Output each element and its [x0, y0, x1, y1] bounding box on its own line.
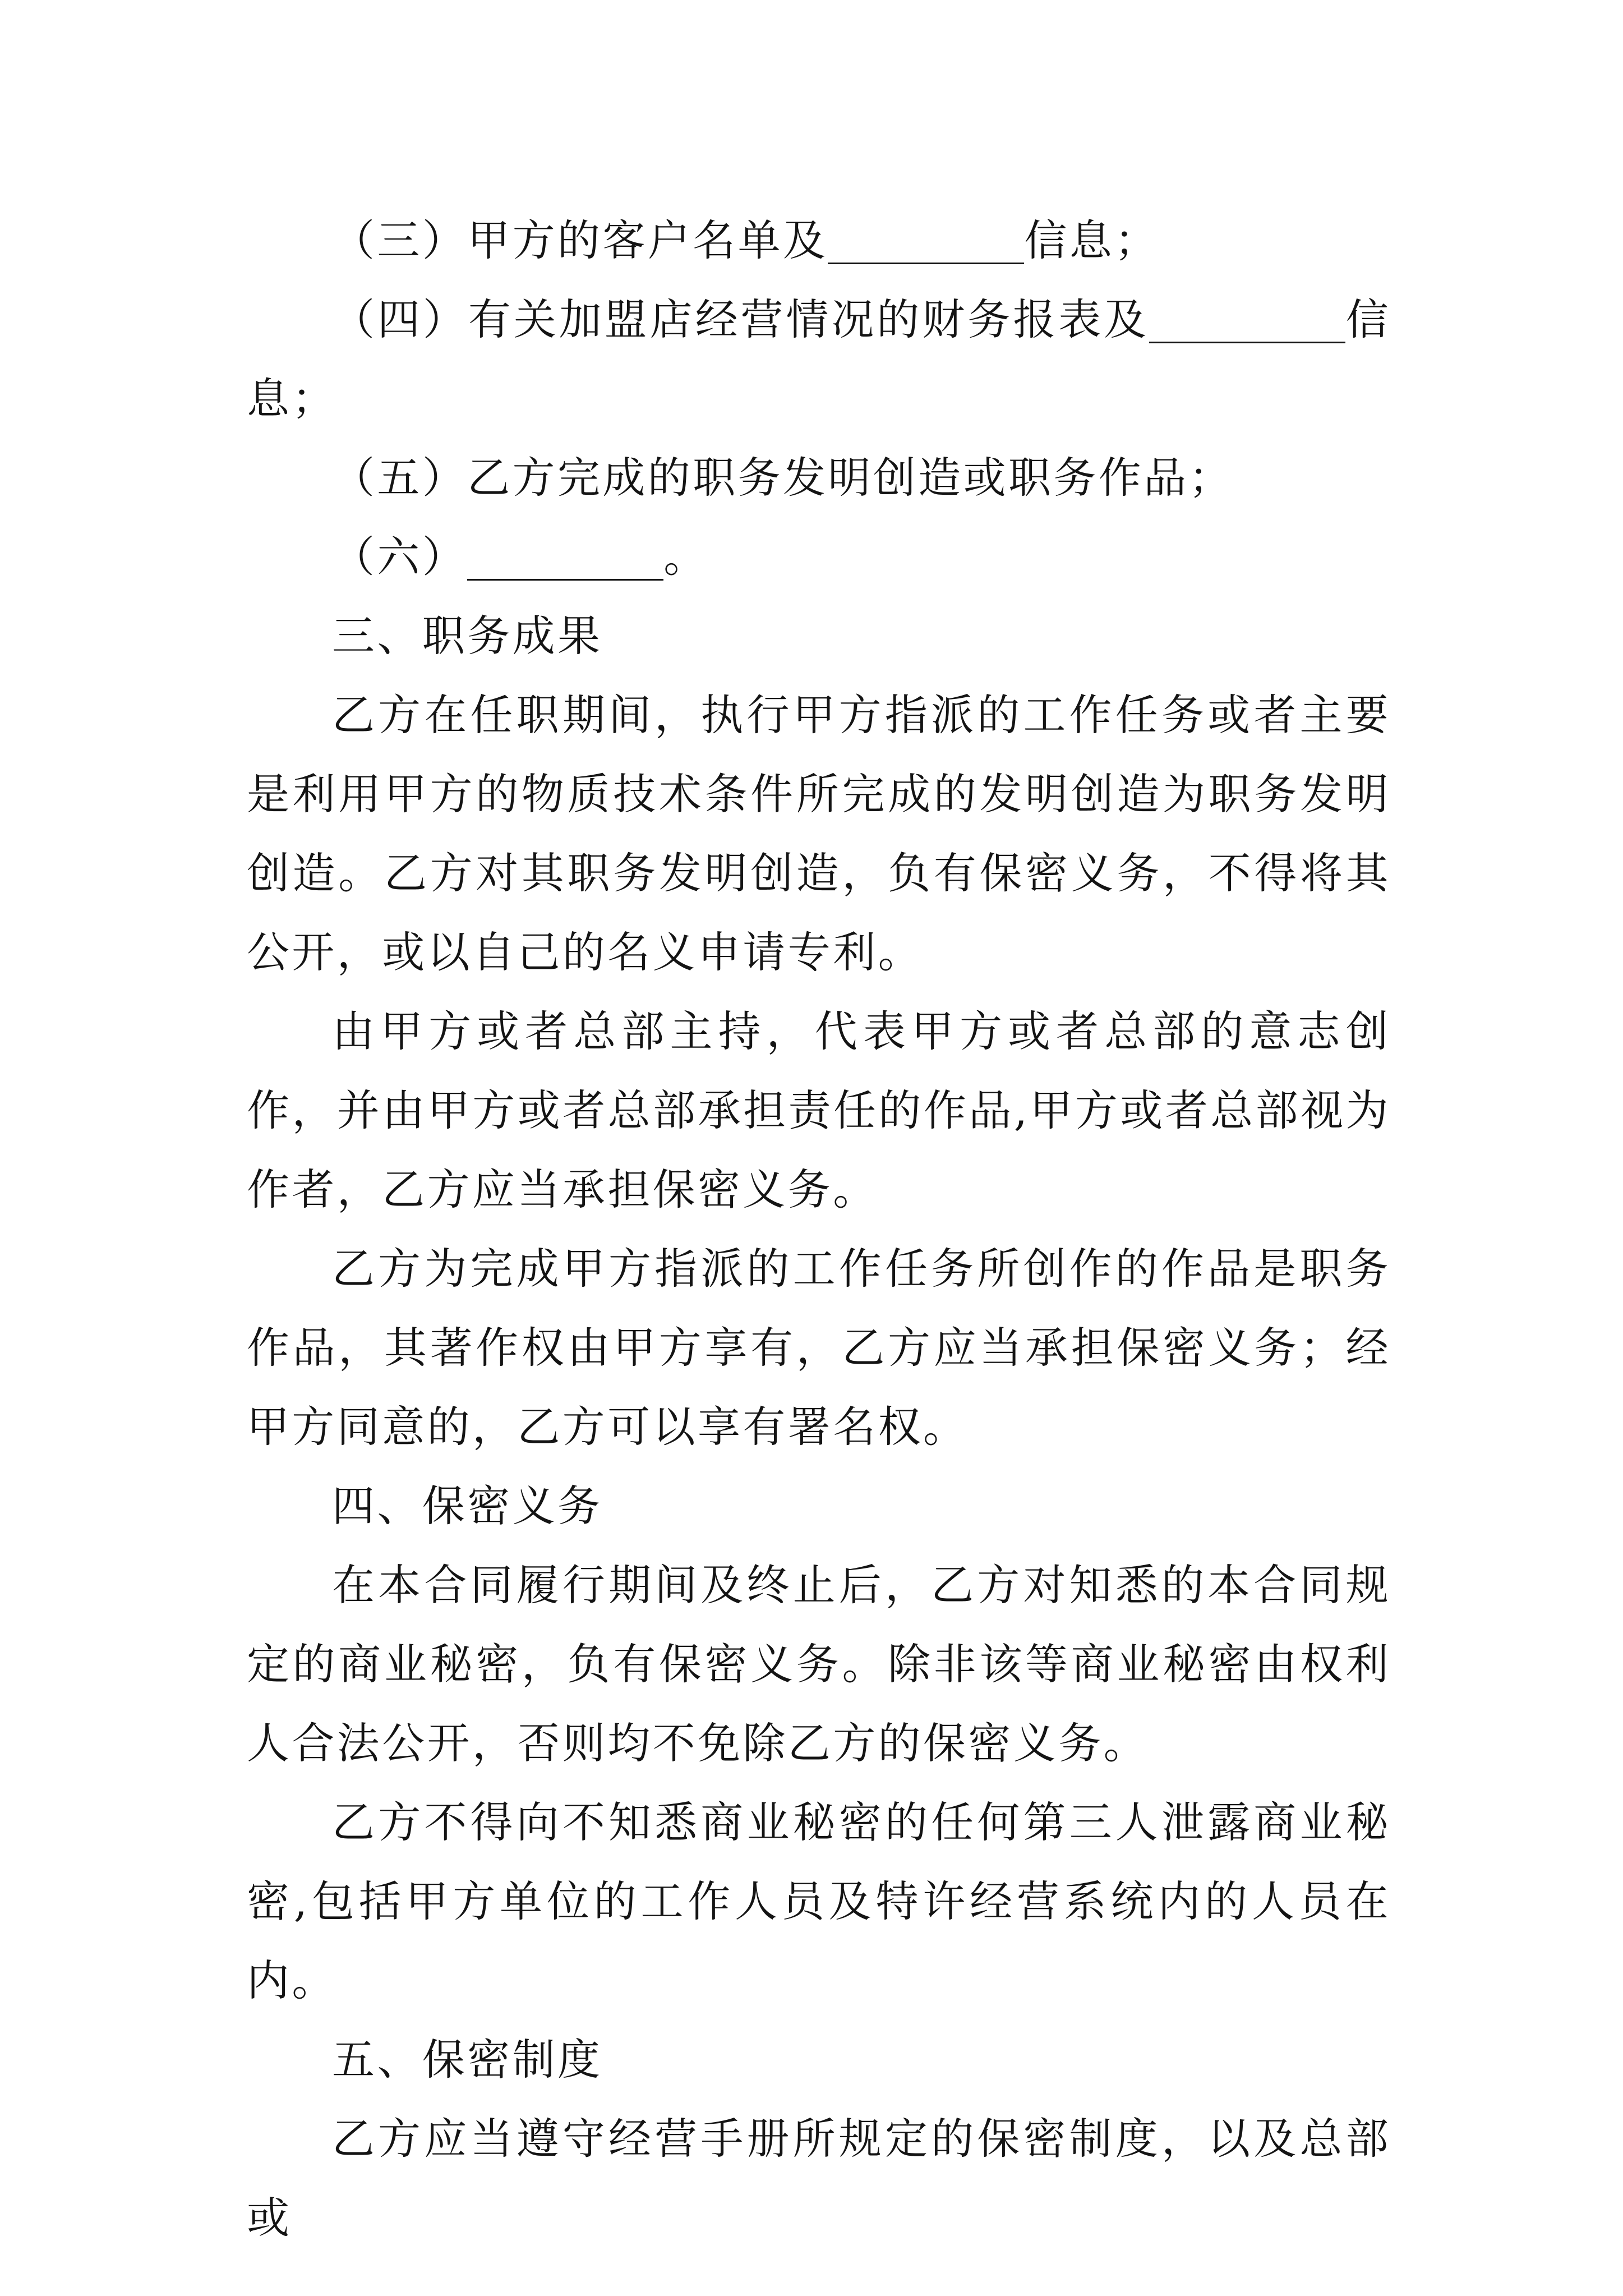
paragraph: 乙方应当遵守经营手册所规定的保密制度，以及总部或 — [247, 2114, 1391, 2243]
list-item-6 — [247, 517, 1391, 596]
list-item-3-prefix: （三）甲方的客户名单及 — [332, 215, 828, 265]
list-item-5: （五）乙方完成的职务发明创造或职务作品； — [332, 453, 1234, 503]
section-heading-5: 五、保密制度 — [332, 2035, 603, 2085]
paragraph: 乙方为完成甲方指派的工作任务所创作的作品是职务作品，其著作权由甲方享有，乙方应当承担保密义务；经甲方同意的，乙方可以享有署名权。 — [247, 1244, 1391, 1452]
paragraph: 乙方不得向不知悉商业秘密的任何第三人泄露商业秘密,包括甲方单位的工作人员及特许经营系统内的人员在内。 — [247, 1797, 1391, 2005]
section-heading-3: 三、职务成果 — [332, 611, 603, 661]
list-item-3 — [247, 201, 1391, 280]
list-item-4-prefix: （四）有关加盟店经营情况的财务报表及 — [332, 295, 1150, 344]
list-item-6-suffix: 。 — [663, 532, 709, 582]
fill-in-blank — [467, 534, 663, 581]
document-body — [247, 201, 1391, 2257]
list-item-6-prefix: （六） — [332, 532, 468, 582]
list-item-3-suffix: 信息； — [1024, 215, 1160, 265]
list-item-4 — [247, 280, 1391, 438]
paragraph: 乙方在任职期间，执行甲方指派的工作任务或者主要是利用甲方的物质技术条件所完成的发明创造为职务发明创造。乙方对其职务发明创造，负有保密义务，不得将其公开，或以自己的名义申请专利。 — [247, 690, 1391, 977]
paragraph: 在本合同履行期间及终止后，乙方对知悉的本合同规定的商业秘密，负有保密义务。除非该等商业秘密由权利人合法公开，否则均不免除乙方的保密义务。 — [247, 1560, 1391, 1768]
list-item-4-suffix: 信息； — [247, 295, 1391, 424]
section-heading-4: 四、保密义务 — [332, 1481, 603, 1531]
fill-in-blank — [1149, 297, 1345, 343]
fill-in-blank — [828, 218, 1024, 264]
paragraph: 由甲方或者总部主持，代表甲方或者总部的意志创作，并由甲方或者总部承担责任的作品,甲方或者总部视为作者，乙方应当承担保密义务。 — [247, 1006, 1391, 1214]
